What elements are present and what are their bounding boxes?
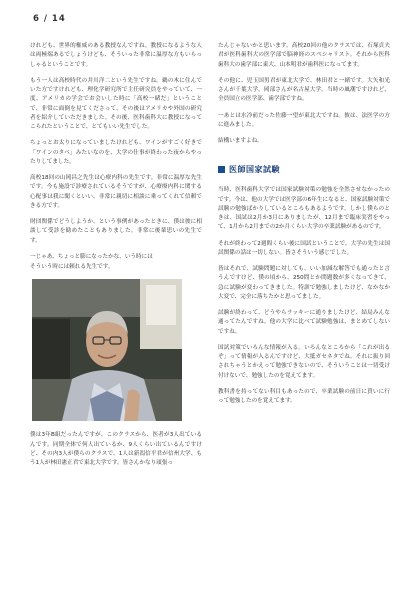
body-paragraph: 財団関係でどうしようか、という事例があったときに、僕は彼に相談して受診を勧めたこともありました。非常に後輩思いの先生です。: [30, 219, 202, 244]
body-paragraph: 結構いますよね。: [218, 138, 263, 144]
body-paragraph: 当時、医科歯科大学では国家試験対策の勉強を全然させなかったのです。今は、他の大学では医学部の6年生になると、国家試験対策で試験の勉強ばかりしているところもあるようです。しかし僕らのときは、国試は2月か3月にありましたが、12月まで臨床実習をやって、1月から2月までの2か月くらい大学の卒業試験があるのです。: [218, 187, 390, 231]
square-bullet-icon: [218, 166, 225, 173]
body-paragraph: たんじゃないかと思います。高校20回の他のクラスでは、石塚貞夫君が医科歯科大の医学部で脳神経のスペシャリスト。それから医科歯科大の歯学部に東大、山本明君が歯科医になってます。: [218, 43, 390, 68]
interviewer-question: 一じゃあ、ちょっと膨になったかな、いう時には: [30, 253, 153, 260]
body-paragraph: ちょっとお太りになっていましたけれども、ワインがすごく好きで「ワインのタベ」みたいなのを、大学の仕事が終わった夜からやったりしてました。: [30, 140, 202, 165]
left-column: [30, 42, 202, 475]
body-paragraph: そういう時には頼れる先生です。: [30, 264, 114, 270]
body-paragraph: けれども、世界的権威のある教授なんですね。教授になるような人は両極端あるでしょうけども、そういった非常に温厚な方もいらっしゃるということです。: [30, 43, 202, 68]
body-paragraph: その他に、児玉国男君が東北大学で、林田君と一緒です。大矢和光さんが千葉大学。岡部さんが名古屋大学。当時の風潮ですけれど、全員国立の医学部、歯学部ですね。: [218, 77, 390, 103]
page-number: 6 / 14: [33, 14, 66, 24]
body-paragraph: 僕は3年B組だったんですが、このクラスから、医者が3人出ているんです。同期全体で何人出ているか、9人くらい出ているんですけど、その内3人が僕らのクラスで、1人は新潟信平君が信州大学、もう1人が林田憲正君で東北大学です。皆さんかなり頑張っ: [30, 432, 202, 466]
interviewer-question: 一あとは水冷前だった佐藤一望が東北大ですね。彼は、法医学の方に進みました。: [218, 112, 390, 128]
portrait-photo: [32, 279, 182, 421]
section-heading: [218, 164, 390, 175]
body-paragraph: 皆はそれで、試験問題に対しても、いい加減な解答でも通ったと言うんですけど、僕の頃から、250問とか問題数が多くなってきて、急に試験が変わってきました。特訓で勉強しましたけど、なかなか大変で、完全に落ちたかと思ってました。: [218, 266, 390, 300]
body-paragraph: 国試対策でいろんな情報が入る。いろんなところから「これが出るぞ」って情報が入るんですけど、大抵ガセネタでね。それに振り回されちゃうとかえって勉強できないので、そういうことは一切受け付けないで、勉強したのを覚えてます。: [218, 344, 390, 379]
section-heading-text: 医師国家試験: [229, 165, 280, 175]
body-paragraph: 教科書を持ってない科目もあったので、卒業試験の前日に買いに行って勉強したのを覚えてます。: [218, 388, 390, 404]
body-paragraph: 試験が終わって、どうやらラッキーに通りましたけど、結局みんな通ってたんですね。他の大学に比べて試験勉強は、まとめてしないですね。: [218, 310, 390, 335]
body-paragraph: 高校18回の山岡昌之先生は心療内科の先生です。非常に温厚な先生です。今も施設で診療されているそうですが、心療療内科に関する心配事は我に聞くといい、非常に親切に相談に乗ってくれて信頼できる方です。: [30, 175, 202, 209]
body-paragraph: もう一人は高校時代の井川洋二という先生ですね。鵜の木に住んでいた方ですけれども、理化学研究所で主任研究員をやっていて、一度、アメリカの学会でお会いした時に「高校一緒だ」ということで、非常に面倒を見てくださって、その後はアメリカや外国の研究者を紹介していただきました。その後、医科歯科大に教授になってこられたということで、とてもいい先生でした。: [30, 77, 202, 130]
right-column: [218, 42, 390, 413]
body-paragraph: それが終わって2週間くらい後に国試ということで、大学の先生は国試関係の話は一切しない。皆さそういう感じでした。: [218, 240, 390, 256]
